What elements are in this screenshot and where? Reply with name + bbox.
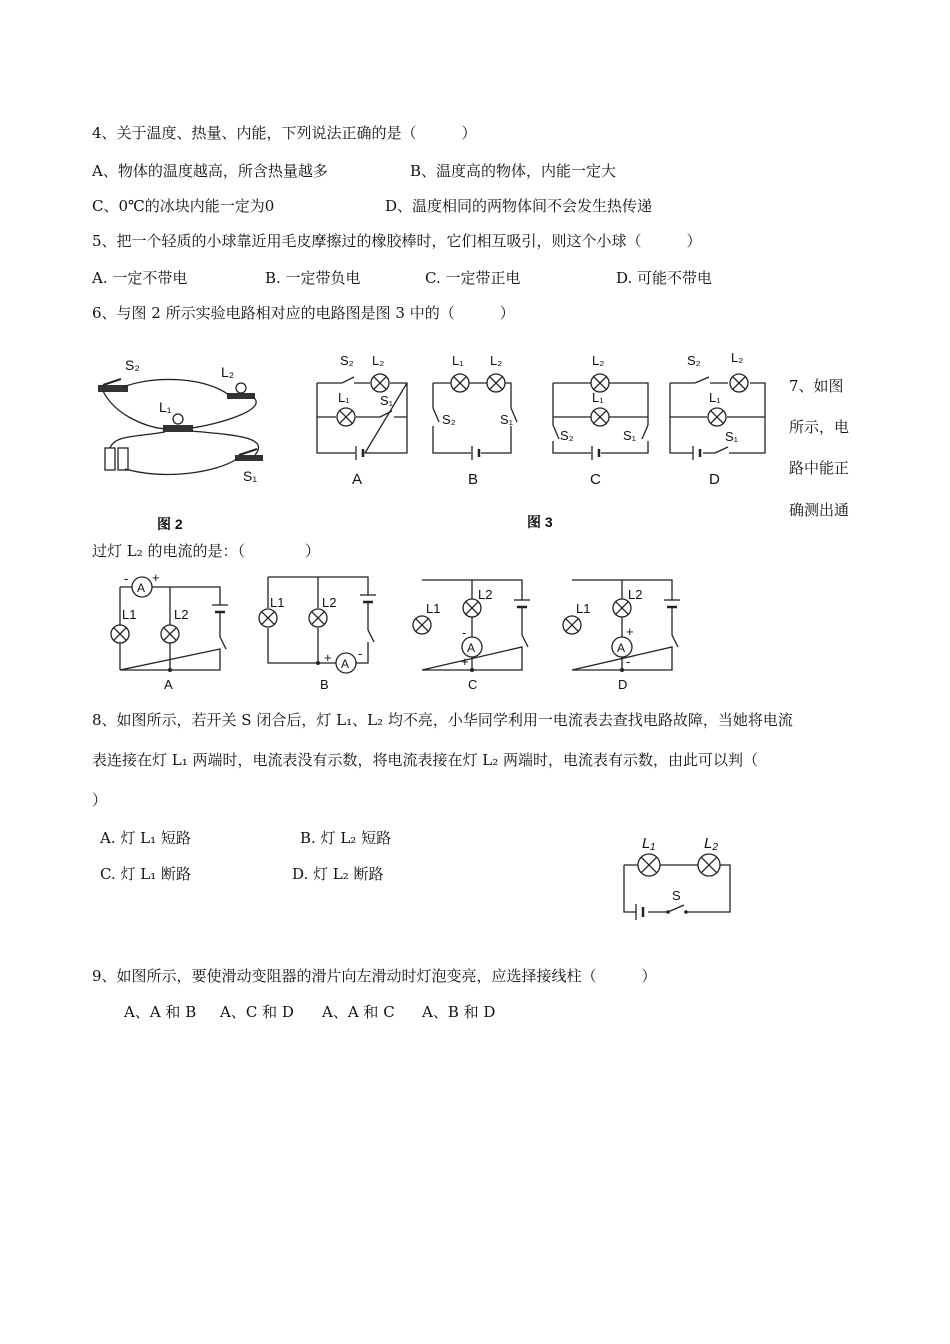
q6-stem: 6、与图 2 所示实验电路相对应的电路图是图 3 中的（ ） (92, 304, 515, 322)
q8-option-d: D. 灯 L₂ 断路 (292, 865, 384, 883)
label-l1: L₁ (709, 390, 721, 405)
label-l2: L2 (174, 607, 189, 622)
fig2-label-l2: L₂ (221, 364, 235, 380)
figure-3-circuit-c (548, 350, 658, 490)
q8-stem-line-2: 表连接在灯 L₁ 两端时，电流表没有示数，将电流表接在灯 L₂ 两端时，电流表有示数，由此可以判（ (92, 751, 759, 769)
switch-s1-symbol (715, 447, 728, 453)
option-label-d: D (709, 471, 720, 488)
label-s1: S₁ (725, 429, 739, 444)
q7-side-line-2: 所示，电 (789, 418, 850, 436)
label-s2: S₂ (560, 428, 574, 443)
option-label-c: C (590, 471, 601, 488)
fig2-label-s1: S₁ (243, 468, 258, 484)
plus-sign: + (324, 650, 332, 665)
switch-s1-symbol (380, 411, 392, 417)
q8-option-b: B. 灯 L₂ 短路 (300, 829, 392, 847)
q9-option-d: A、B 和 D (422, 1003, 496, 1021)
q7-side-line-1: 7、如图 (789, 377, 844, 395)
figure-2-physical-circuit (95, 355, 280, 485)
q8-option-c: C. 灯 L₁ 断路 (100, 865, 191, 883)
label-s: S (672, 888, 681, 903)
label-s1: S₁ (500, 412, 514, 427)
label-s2: S₂ (442, 412, 456, 427)
switch-s2-device (98, 379, 128, 392)
q4-option-a: A、物体的温度越高，所含热量越多 (92, 162, 328, 180)
switch-s-symbol (668, 905, 684, 912)
label-l1: L1 (122, 607, 137, 622)
label-l1: L1 (576, 601, 591, 616)
lamp-l2-device (227, 383, 255, 399)
q9-option-b: A、C 和 D (220, 1003, 294, 1021)
label-s2: S₂ (687, 353, 701, 368)
label-l1: L₁ (452, 353, 464, 368)
fig2-label-l1: L₁ (159, 399, 172, 415)
minus-sign: - (626, 654, 631, 669)
label-l2: L2 (478, 587, 493, 602)
plus-sign: + (152, 570, 160, 585)
switch-s2-symbol (342, 377, 354, 383)
label-l1: L₁ (338, 390, 350, 405)
ammeter-label: A (137, 581, 146, 595)
label-l1: L₁ (642, 835, 656, 852)
plus-sign: + (626, 624, 634, 639)
label-s1: S₁ (623, 428, 637, 443)
q7-stem-continued: 过灯 L₂ 的电流的是：（ ） (92, 542, 321, 560)
label-l2: L₂ (704, 835, 719, 852)
q8-circuit-figure (612, 830, 744, 922)
q4-option-d: D、温度相同的两物体间不会发生热传递 (385, 197, 653, 215)
q9-option-c: A、A 和 C (322, 1003, 395, 1021)
q4-stem: 4、关于温度、热量、内能，下列说法正确的是（ ） (92, 124, 477, 142)
label-l2: L2 (628, 587, 643, 602)
figure-3-caption: 图 3 (527, 514, 553, 530)
fig2-label-s2: S₂ (125, 357, 140, 373)
option-label-a: A (352, 471, 363, 488)
label-l1: L₁ (592, 390, 604, 405)
q5-option-d: D. 可能不带电 (616, 269, 713, 287)
label-s2: S₂ (340, 353, 354, 368)
label-l2: L₂ (490, 353, 503, 368)
label-l2: L₂ (372, 353, 385, 368)
q5-stem: 5、把一个轻质的小球靠近用毛皮摩擦过的橡胶棒时，它们相互吸引，则这个小球（ ） (92, 232, 702, 250)
q5-option-b: B. 一定带负电 (265, 269, 361, 287)
option-label-a: A (164, 677, 173, 692)
battery-device (105, 448, 128, 470)
lamp-l1-device (163, 414, 193, 432)
ammeter-label: A (617, 641, 626, 655)
option-label-b: B (468, 471, 479, 488)
minus-sign: - (358, 646, 363, 661)
option-label-d: D (618, 677, 628, 692)
figure-3-circuit-d (665, 350, 775, 490)
q7-circuit-a (110, 570, 240, 695)
ammeter-label: A (341, 657, 350, 671)
figure-2-caption: 图 2 (157, 516, 183, 532)
q5-option-c: C. 一定带正电 (425, 269, 521, 287)
label-l1: L1 (426, 601, 441, 616)
switch-s2-symbol (695, 377, 709, 383)
label-l2: L₂ (731, 350, 744, 365)
q8-stem-line-1: 8、如图所示，若开关 S 闭合后，灯 L₁、L₂ 均不亮，小华同学利用一电流表去查找电路故障，当她将电流 (92, 711, 793, 729)
q5-option-a: A. 一定不带电 (92, 269, 188, 287)
q4-option-b: B、温度高的物体，内能一定大 (410, 162, 617, 180)
label-s1: S₁ (380, 393, 394, 408)
q7-side-line-3: 路中能正 (789, 459, 850, 477)
minus-sign: - (124, 571, 129, 586)
q8-stem-line-3: ） (92, 791, 108, 809)
q7-side-line-4: 确测出通 (789, 501, 850, 519)
label-l2: L2 (322, 595, 337, 610)
option-label-b: B (320, 677, 329, 692)
q7-circuit-c (412, 575, 542, 695)
q7-circuit-b (258, 575, 388, 695)
label-l2: L₂ (592, 353, 605, 368)
q9-option-a: A、A 和 B (124, 1003, 197, 1021)
q9-stem: 9、如图所示，要使滑动变阻器的滑片向左滑动时灯泡变亮，应选择接线柱（ ） (92, 967, 657, 985)
q8-option-a: A. 灯 L₁ 短路 (100, 829, 191, 847)
minus-sign: - (462, 625, 467, 640)
figure-3-circuit-b (428, 350, 533, 490)
ammeter-label: A (467, 641, 476, 655)
switch-s1-device (235, 449, 263, 461)
option-label-c: C (468, 677, 478, 692)
q7-circuit-d (562, 575, 692, 695)
figure-3-circuit-a (312, 350, 417, 490)
label-l1: L1 (270, 595, 285, 610)
switch-s2-symbol (433, 408, 439, 422)
plus-sign: + (461, 654, 469, 669)
q4-option-c: C、0℃的冰块内能一定为0 (92, 197, 275, 215)
